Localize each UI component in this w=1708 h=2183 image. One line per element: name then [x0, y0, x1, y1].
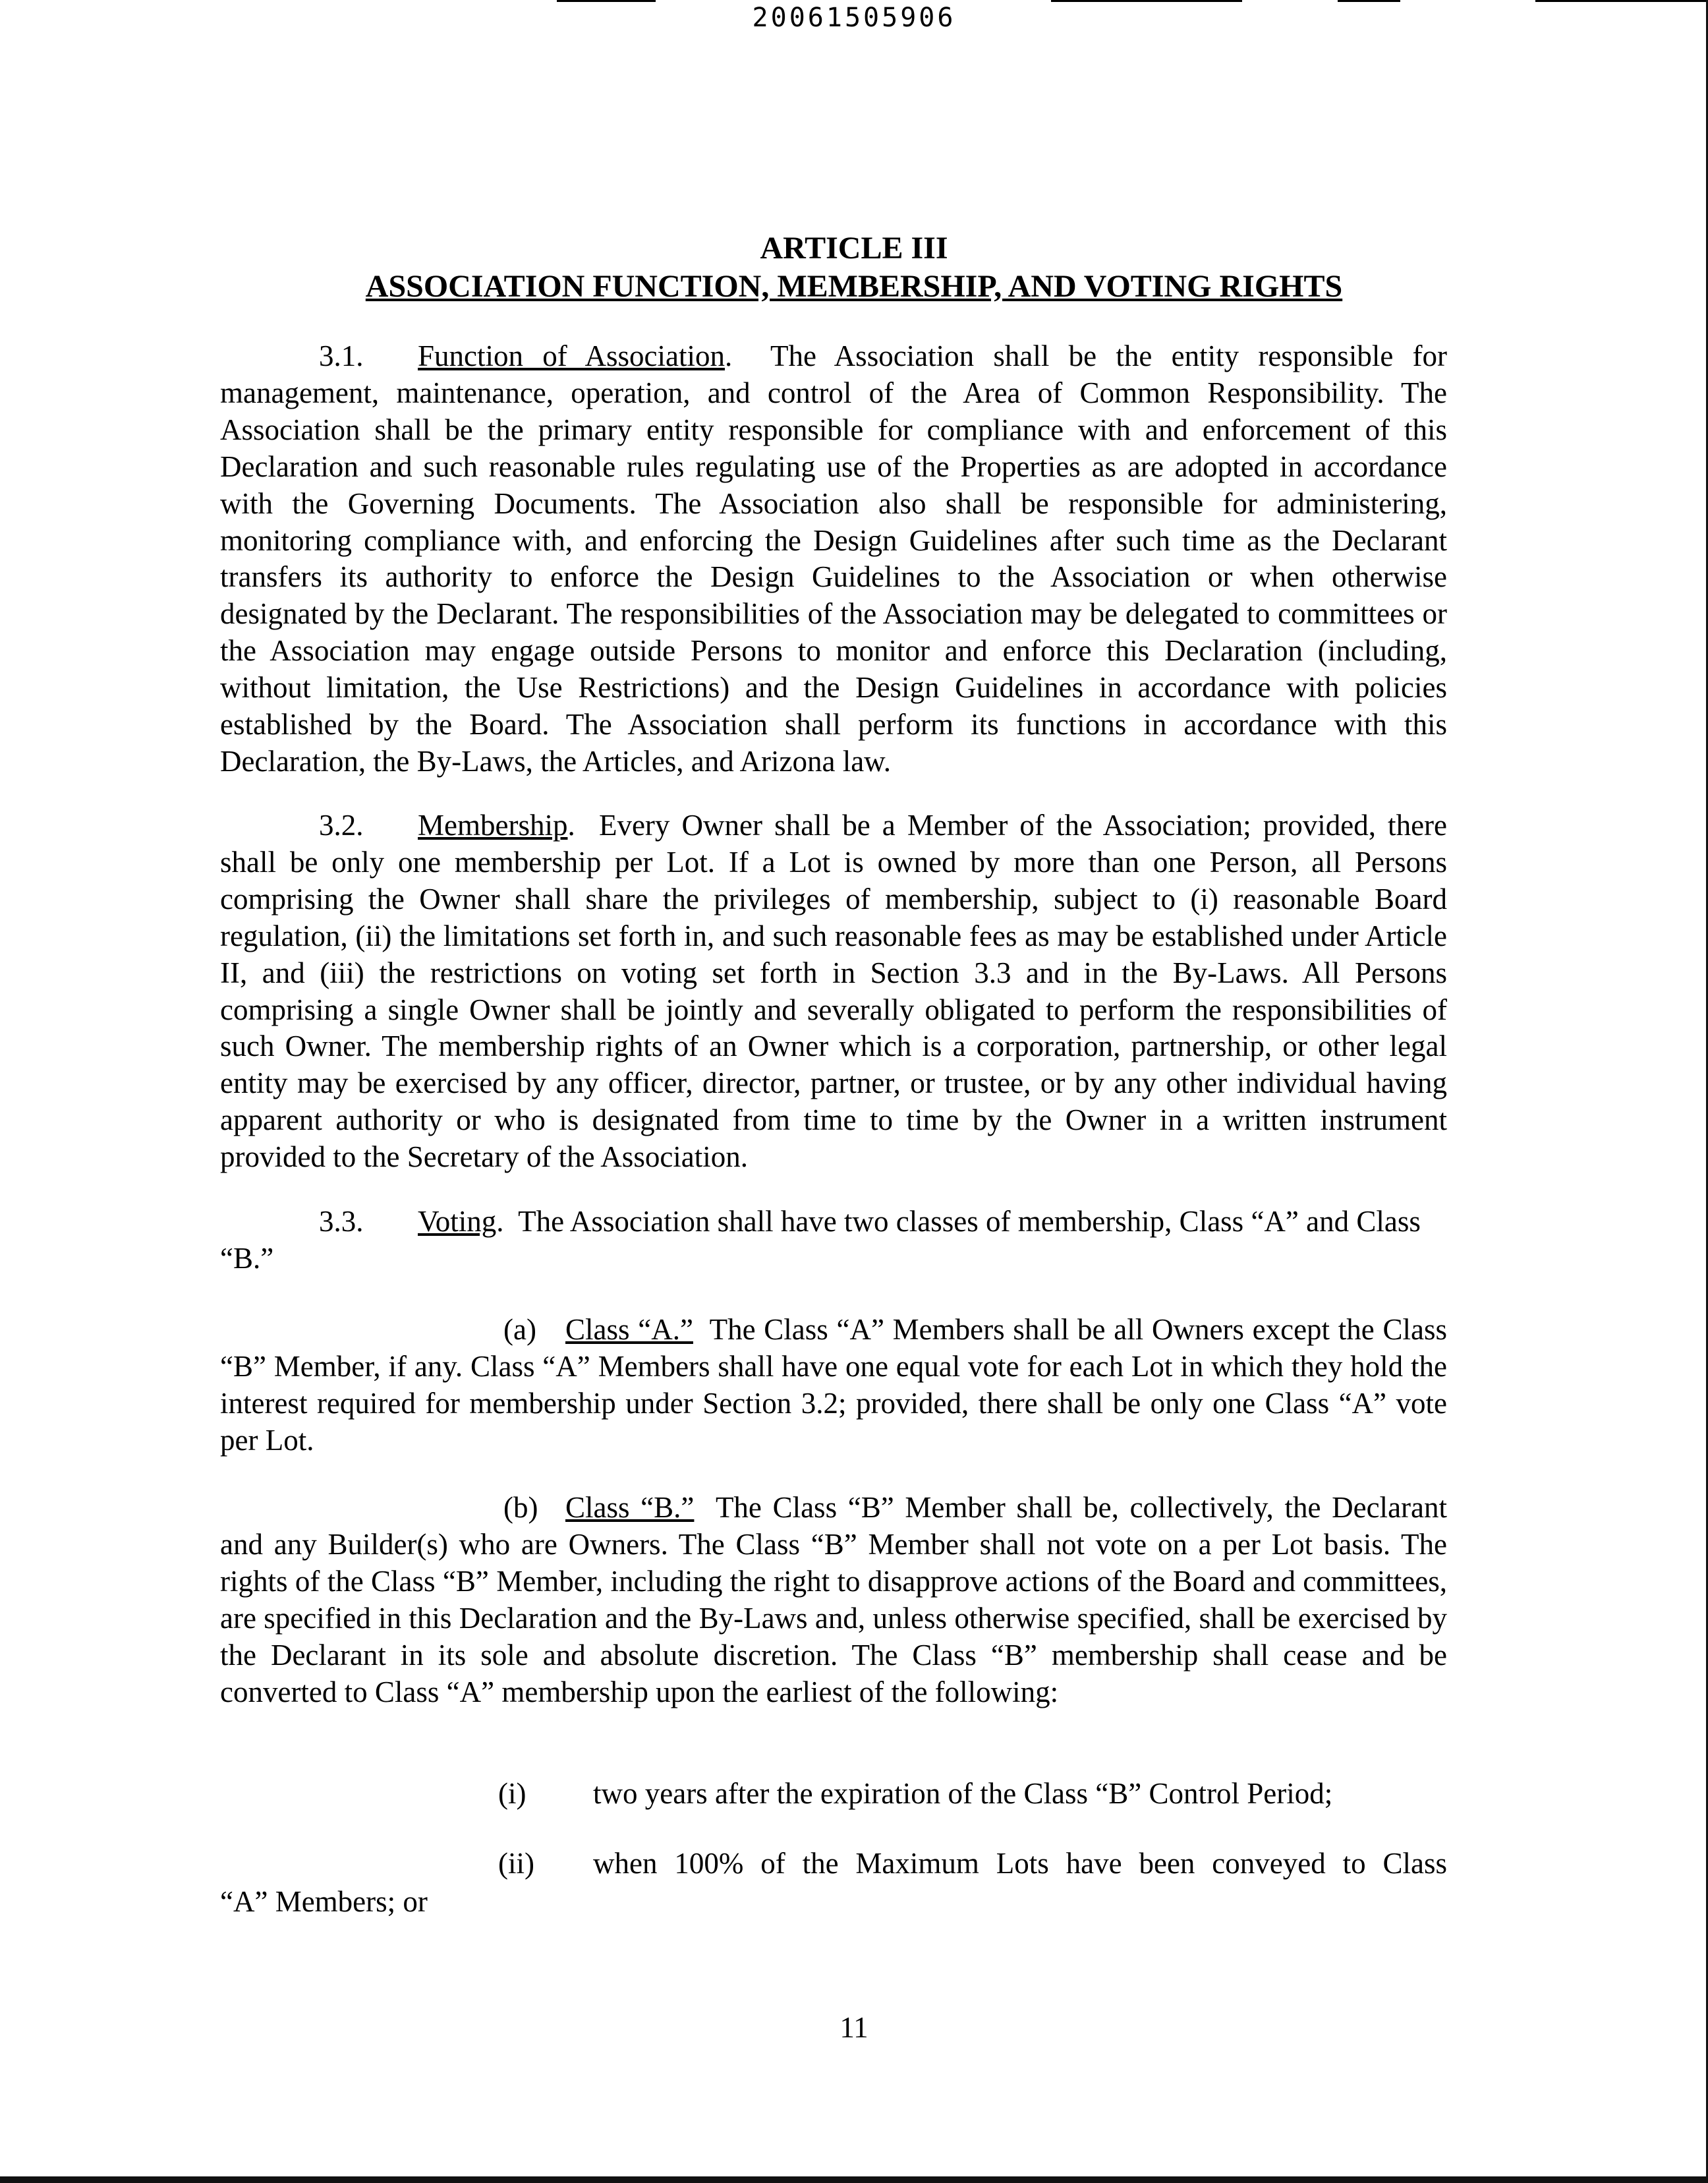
section-body: The Association shall be the entity responsible for management, maintenance, operation, and control of the Area of Common Responsibility. The Association shall be the primary entity responsible for compliance with and enforcement of this Declaration and such reasonable rules regulating use of the Properties as are adopted in accordance with the Governing Documents. The Association also shall be responsible for administering, monitoring compliance with, and enforcing the Design Guidelines after such time as the Declarant transfers its authority to enforce the Design Guidelines to the Association or when otherwise designated by the Declarant. The responsibilities of the Association may be delegated to committees or the Association may engage outside Persons to monitor and enforce this Declaration (including, without limitation, the Use Restrictions) and the Design Guidelines in accordance with policies established by the Board. The Association shall perform its functions in accordance with this Declaration, the By-Laws, the Articles, and Arizona law. — [220, 339, 1448, 778]
section-3-1-paragraph — [220, 338, 1447, 780]
subsection-body: The Class “A” Members shall be all Owners except the Class “B” Member, if any. Class “A” Members shall have one equal vote for each Lot in which they hold the interest required for membership under Section 3.2; provided, there shall be only one Class “A” vote per Lot. — [220, 1313, 1447, 1457]
section-heading-punctuation: . — [496, 1205, 504, 1238]
section-3-3 — [220, 1204, 1447, 1277]
list-text: two years after the expiration of the Class “B” Control Period; — [593, 1777, 1333, 1810]
subsection-a-paragraph — [220, 1312, 1447, 1459]
section-heading: Membership — [418, 809, 568, 842]
list-numeral: (i) — [498, 1777, 527, 1810]
list-numeral: (ii) — [498, 1847, 534, 1880]
section-heading-punctuation: . — [567, 809, 575, 842]
section-3-3-paragraph — [220, 1204, 1447, 1277]
section-body: Every Owner shall be a Member of the Association; provided, there shall be only one membership per Lot. If a Lot is owned by more than one Person, all Persons comprising the Owner shall share the privileges of membership, subject to (i) reasonable Board regulation, (ii) the limitations set forth in, and such reasonable fees as may be established under Article II, and (iii) the restrictions on voting set forth in Section 3.3 and in the By-Laws. All Persons comprising a single Owner shall be jointly and severally obligated to perform the responsibilities of such Owner. The membership rights of an Owner which is a corporation, partnership, or other legal entity may be exercised by any officer, director, partner, or trustee, or by any other individual having apparent authority or who is designated from time to time by the Owner in a written instrument provided to the Secretary of the Association. — [220, 809, 1447, 1174]
page-number: 11 — [840, 2011, 868, 2044]
subsection-b-paragraph — [220, 1490, 1447, 1710]
section-number: 3.2. — [319, 809, 364, 842]
article-number: ARTICLE III — [760, 231, 948, 266]
subsection-letter: (b) — [503, 1491, 538, 1524]
subsection-heading: Class “B.” — [565, 1491, 695, 1524]
section-number: 3.3. — [319, 1205, 364, 1238]
list-text: when 100% of the Maximum Lots have been conveyed to Class — [593, 1847, 1447, 1880]
subsection-a — [220, 1312, 1447, 1459]
article-heading — [0, 229, 1708, 306]
section-3-2 — [220, 807, 1447, 1176]
section-heading: Voting — [418, 1205, 497, 1238]
list-item-ii — [220, 1846, 1447, 1925]
page-bottom-edge — [0, 2176, 1708, 2183]
subsection-body: The Class “B” Member shall be, collectively, the Declarant and any Builder(s) who are Owners. The Class “B” Member shall not vote on a per Lot basis. The rights of the Class “B” Member, including the right to disapprove actions of the Board and committees, are specified in this Declaration and the By-Laws and, unless otherwise specified, shall be exercised by the Declarant in its sole and absolute discretion. The Class “B” membership shall cease and be converted to Class “A” membership upon the earliest of the following: — [220, 1491, 1447, 1708]
section-body: The Association shall have two classes of membership, Class “A” and Class “B.” — [220, 1205, 1421, 1275]
section-3-2-paragraph — [220, 807, 1447, 1176]
section-number: 3.1. — [319, 339, 364, 372]
subsection-b — [220, 1490, 1447, 1710]
subsection-heading: Class “A.” — [565, 1313, 693, 1346]
document-number: 20061505906 — [752, 3, 956, 33]
subsection-letter: (a) — [503, 1313, 536, 1346]
section-heading: Function of Association — [418, 339, 725, 372]
section-3-1 — [220, 338, 1447, 780]
section-heading-punctuation: . — [725, 339, 733, 372]
article-title: ASSOCIATION FUNCTION, MEMBERSHIP, AND VOTING RIGHTS — [365, 269, 1343, 304]
list-text-continuation: “A” Members; or — [220, 1885, 428, 1918]
